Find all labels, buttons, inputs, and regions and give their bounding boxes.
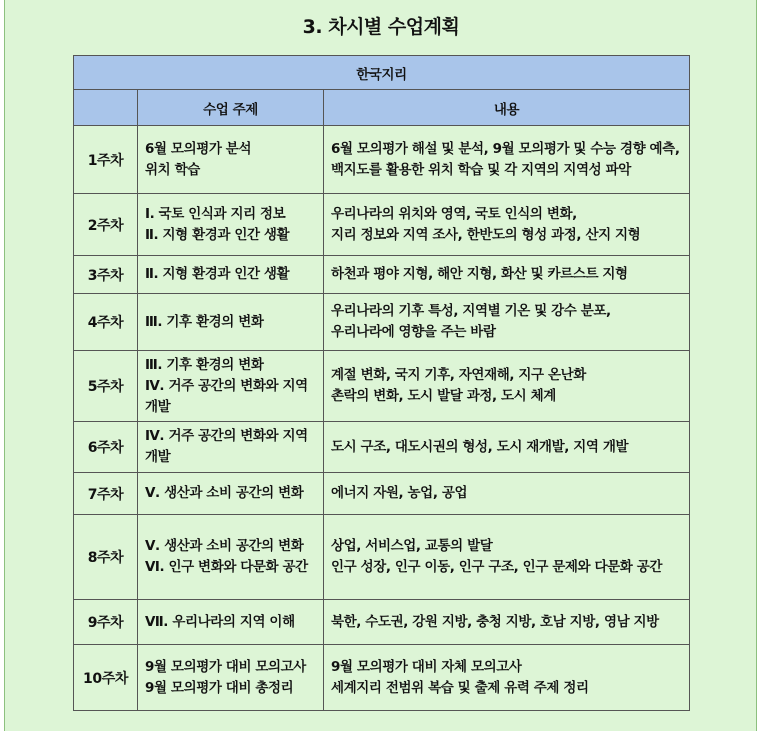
topic-line: 9월 모의평가 대비 총정리 [145,679,294,696]
table-row [74,194,690,256]
content-cell [324,473,690,515]
topic-line: Ⅱ. 지형 환경과 인간 생활 [145,226,290,243]
week-cell: 8주차 [74,515,138,600]
content-line: 에너지 자원, 농업, 공업 [331,485,468,501]
week-cell: 3주차 [74,256,138,294]
content-line: 인구 성장, 인구 이동, 인구 구조, 인구 문제와 다문화 공간 [331,559,662,575]
table-row [74,126,690,194]
content-line: 계절 변화, 국지 기후, 자연재해, 지구 온난화 [331,367,586,383]
content-cell [324,194,690,256]
week-cell: 4주차 [74,294,138,351]
topic-line: Ⅳ. 거주 공간의 변화와 지역 개발 [145,428,308,465]
topic-line: Ⅲ. 기후 환경의 변화 [145,313,264,330]
table-row [74,294,690,351]
topic-cell [138,194,324,256]
content-line: 북한, 수도권, 강원 지방, 충청 지방, 호남 지방, 영남 지방 [331,613,659,630]
table-row [74,256,690,294]
content-line: 도시 구조, 대도시권의 형성, 도시 재개발, 지역 개발 [331,438,629,455]
topic-cell [138,645,324,711]
topic-cell [138,351,324,422]
content-line: 하천과 평야 지형, 해안 지형, 화산 및 카르스트 지형 [331,266,628,282]
topic-line: 6월 모의평가 분석 [145,140,252,157]
topic-line: 9월 모의평가 대비 모의고사 [145,658,306,675]
content-cell [324,126,690,194]
content-line: 상업, 서비스업, 교통의 발달 [331,538,493,554]
week-cell: 1주차 [74,126,138,194]
content-cell [324,351,690,422]
content-line: 촌락의 변화, 도시 발달 과정, 도시 체계 [331,388,556,404]
content-header: 내용 [324,90,690,126]
content-line: 9월 모의평가 대비 자체 모의고사 [331,658,522,675]
content-line: 6월 모의평가 해설 및 분석, 9월 모의평가 및 수능 경향 예측, [331,140,680,157]
topic-line: Ⅵ. 인구 변화와 다문화 공간 [145,559,308,575]
table-row [74,515,690,600]
week-cell: 5주차 [74,351,138,422]
topic-cell [138,126,324,194]
table-row [74,473,690,515]
topic-line: Ⅳ. 거주 공간의 변화와 지역 개발 [145,377,308,415]
content-line: 우리나라에 영향을 주는 바람 [331,324,496,340]
content-cell [324,600,690,645]
topic-line: 위치 학습 [145,161,200,178]
topic-cell [138,256,324,294]
table-row [74,422,690,473]
content-cell [324,515,690,600]
topic-line: Ⅴ. 생산과 소비 공간의 변화 [145,538,304,554]
topic-line: Ⅰ. 국토 인식과 지리 정보 [145,205,286,222]
content-line: 세계지리 전범위 복습 및 출제 유력 주제 정리 [331,679,589,696]
topic-line: Ⅴ. 생산과 소비 공간의 변화 [145,485,304,501]
content-line: 지리 정보와 지역 조사, 한반도의 형성 과정, 산지 지형 [331,226,641,243]
content-cell [324,645,690,711]
topic-line: Ⅶ. 우리나라의 지역 이해 [145,613,295,630]
table-row [74,600,690,645]
content-line: 백지도를 활용한 위치 학습 및 각 지역의 지역성 파악 [331,161,631,178]
page-title: 3. 차시별 수업계획 [302,16,460,38]
content-cell [324,256,690,294]
topic-cell [138,600,324,645]
topic-cell [138,422,324,473]
topic-cell [138,515,324,600]
content-cell [324,294,690,351]
week-cell: 10주차 [74,645,138,711]
week-cell: 9주차 [74,600,138,645]
topic-header: 수업 주제 [138,90,324,126]
week-cell: 2주차 [74,194,138,256]
topic-cell [138,473,324,515]
content-line: 우리나라의 기후 특성, 지역별 기온 및 강수 분포, [331,303,611,319]
week-cell: 6주차 [74,422,138,473]
content-line: 우리나라의 위치와 영역, 국토 인식의 변화, [331,205,577,222]
week-cell: 7주차 [74,473,138,515]
subject-header: 한국지리 [74,56,690,90]
topic-cell [138,294,324,351]
content-cell [324,422,690,473]
topic-line: Ⅱ. 지형 환경과 인간 생활 [145,266,290,282]
week-header-blank [74,90,138,126]
table-row [74,645,690,711]
topic-line: Ⅲ. 기후 환경의 변화 [145,356,264,373]
table-row [74,351,690,422]
lesson-plan-table [73,55,690,711]
